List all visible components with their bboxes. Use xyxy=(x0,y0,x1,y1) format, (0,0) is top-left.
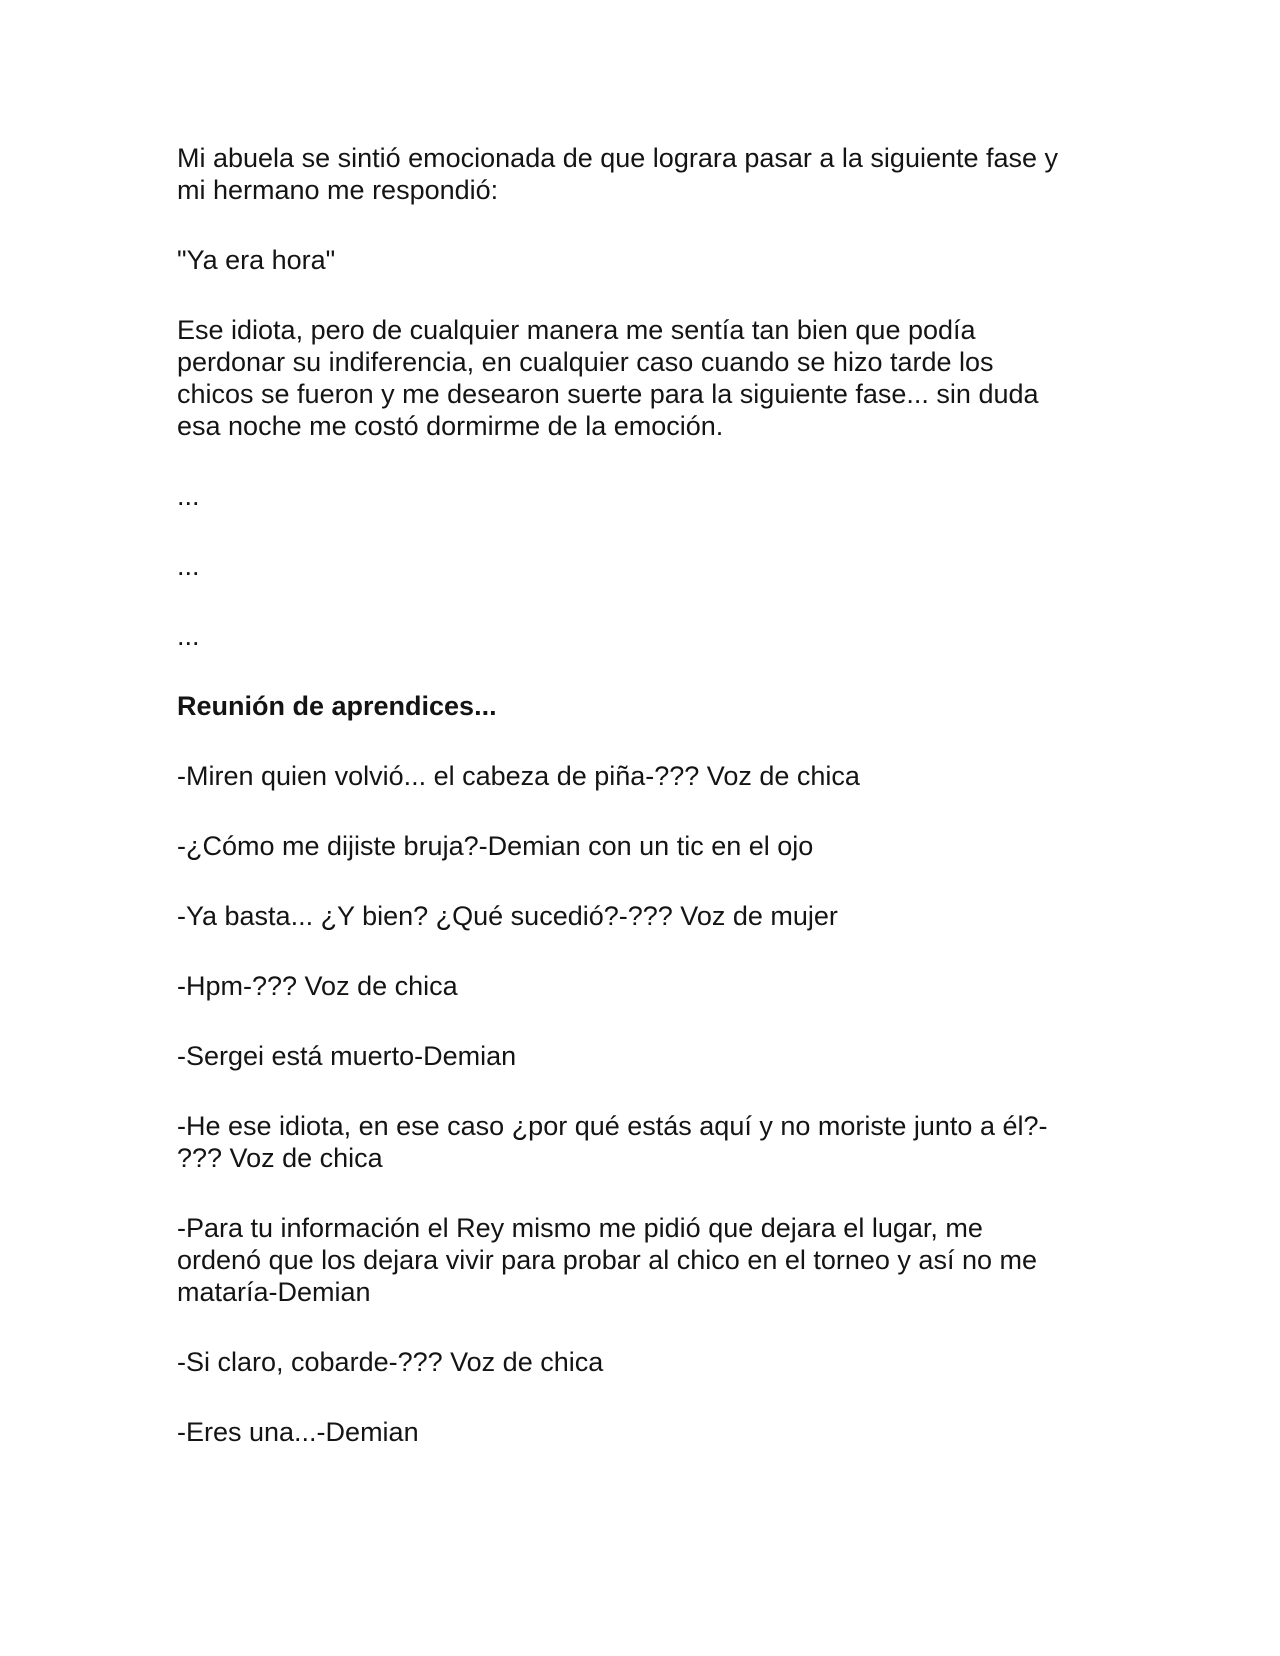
paragraph-narration: Ese idiota, pero de cualquier manera me sentía tan bien que podía perdonar su indiferencia, en cualquier caso cuando se hizo tarde los chicos se fueron y me desearon suerte para la siguiente fase... sin duda esa noche me costó dormirme de la emoción. xyxy=(177,315,1039,441)
ellipsis-1: ... xyxy=(177,481,200,511)
ellipsis-2: ... xyxy=(177,551,200,581)
dialogue-line: -Sergei está muerto-Demian xyxy=(177,1041,517,1071)
ellipsis-3: ... xyxy=(177,621,200,651)
dialogue-line: -Eres una...-Demian xyxy=(177,1417,419,1447)
dialogue-line: -Miren quien volvió... el cabeza de piña-??? Voz de chica xyxy=(177,761,860,791)
dialogue-line: -Ya basta... ¿Y bien? ¿Qué sucedió?-??? Voz de mujer xyxy=(177,901,838,931)
dialogue-line: -Para tu información el Rey mismo me pidió que dejara el lugar, me ordenó que los dejara vivir para probar al chico en el torneo y así no me mataría-Demian xyxy=(177,1213,1037,1307)
dialogue-line: -Si claro, cobarde-??? Voz de chica xyxy=(177,1347,604,1377)
section-heading: Reunión de aprendices... xyxy=(177,691,497,721)
document-page xyxy=(177,142,1117,1486)
paragraph-quote: "Ya era hora" xyxy=(177,245,336,275)
dialogue-line: -He ese idiota, en ese caso ¿por qué estás aquí y no moriste junto a él?- ??? Voz de chica xyxy=(177,1111,1048,1173)
dialogue-line: -¿Cómo me dijiste bruja?-Demian con un tic en el ojo xyxy=(177,831,814,861)
dialogue-line: -Hpm-??? Voz de chica xyxy=(177,971,458,1001)
paragraph-intro: Mi abuela se sintió emocionada de que lograra pasar a la siguiente fase y mi hermano me respondió: xyxy=(177,143,1059,205)
